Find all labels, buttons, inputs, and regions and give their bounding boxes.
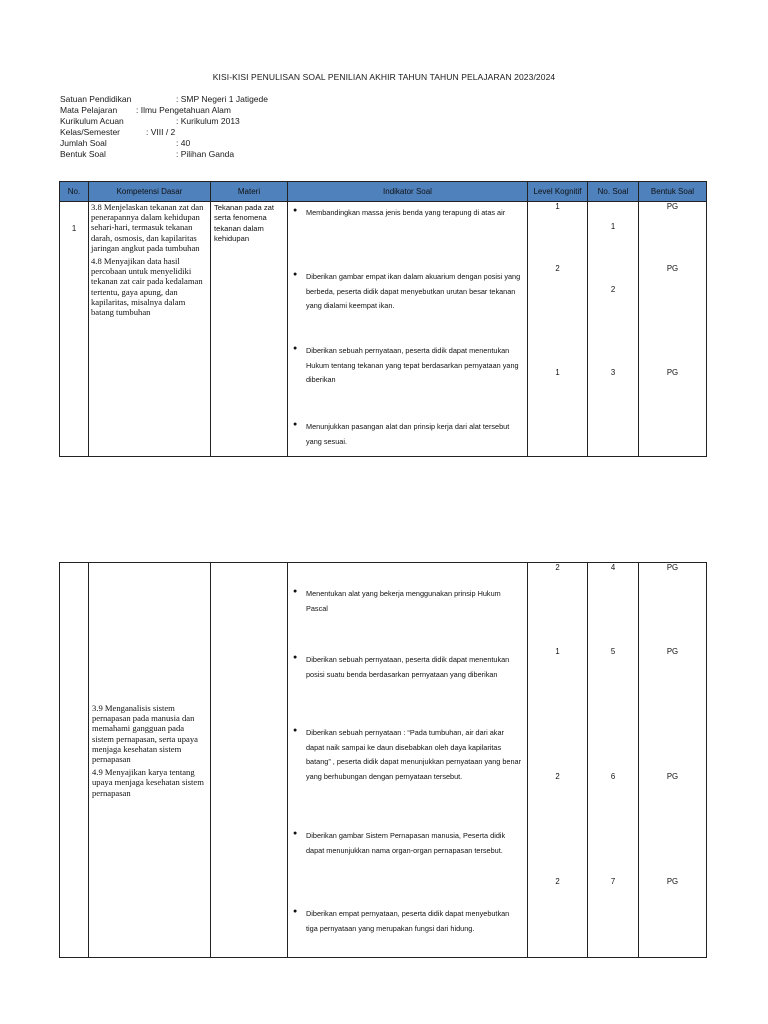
indikator-item: ● Membandingkan massa jenis benda yang terapung di atas air [293,207,506,217]
header-no: No. [60,182,89,202]
level-value: 1 [555,368,560,377]
kisi-table-page-1 [59,181,707,457]
bullet-icon: ● [293,727,298,734]
bentuk-value: PG [666,563,679,572]
indikator-item: ● Menunjukkan pasangan alat dan prinsip kerja dari alat tersebut yang sesuai. [293,421,510,446]
level-value: 2 [555,563,560,572]
header-materi: Materi [211,182,288,202]
row-number: 1 [71,224,77,233]
cell-bentuk-soal [639,202,707,457]
cell-no [60,202,89,457]
cell-level-kognitif [528,563,588,958]
cell-indikator [288,563,528,958]
kd-4-8: 4.8 Menyajikan data hasil percobaan untuk menyelidiki tekanan zat cair pada kedalaman tertentu, gaya apung, dan kapilaritas, misalnya dalam batang tumbuhan [91,256,203,318]
bullet-icon: ● [293,421,298,428]
cell-materi [211,563,288,958]
cell-kompetensi-dasar [89,202,211,457]
bullet-icon: ● [293,908,298,915]
meta-value: : Pilihan Ganda [176,149,235,159]
bentuk-value: PG [666,264,679,273]
soal-number: 5 [610,647,616,656]
soal-number: 1 [610,222,616,231]
kd-3-8: 3.8 Menjelaskan tekanan zat dan penerapannya dalam kehidupan sehari-hari, termasuk tekanan darah, osmosis, dan kapilaritas jaringan angkut pada tumbuhan [91,202,204,253]
level-value: 1 [555,202,560,211]
materi-text: Tekanan pada zat serta fenomena tekanan dalam kehidupan [214,203,274,244]
bullet-icon: ● [293,830,298,837]
bentuk-value: PG [666,647,679,656]
cell-materi [211,202,288,457]
bentuk-value: PG [666,368,679,377]
bullet-icon: ● [293,271,298,278]
meta-value: : Ilmu Pengetahuan Alam [136,105,231,115]
cell-no-soal [588,202,639,457]
meta-label: Bentuk Soal [60,149,106,159]
header-kompetensi-dasar: Kompetensi Dasar [89,182,211,202]
cell-no-soal [588,563,639,958]
meta-value: : VIII / 2 [146,127,176,137]
document-title: KISI-KISI PENULISAN SOAL PENILIAN AKHIR TAHUN TAHUN PELAJARAN 2023/2024 [212,72,556,82]
kisi-table-page-2 [59,562,707,958]
kd-4-9: 4.9 Menyajikan karya tentang upaya menjaga kesehatan sistem pernapasan [92,767,204,798]
soal-number: 7 [610,877,616,886]
indikator-item: ● Diberikan gambar empat ikan dalam akuarium dengan posisi yang berbeda, peserta didik dapat menyebutkan urutan besar tekanan yang dialami keempat ikan. [293,271,521,310]
meta-value: : Kurikulum 2013 [176,116,240,126]
soal-number: 2 [610,285,616,294]
cell-kompetensi-dasar [89,563,211,958]
table-row [60,563,707,958]
meta-label: Satuan Pendidikan [60,94,132,104]
bullet-icon: ● [293,588,298,595]
soal-number: 6 [610,772,616,781]
meta-label: Jumlah Soal [60,138,107,148]
cell-indikator [288,202,528,457]
soal-number: 4 [610,563,616,572]
bullet-icon: ● [293,345,298,352]
bentuk-value: PG [666,877,679,886]
bentuk-value: PG [666,202,679,211]
header-bentuk-soal: Bentuk Soal [639,182,707,202]
kd-3-9: 3.9 Menganalisis sistem pernapasan pada manusia dan memahami gangguan pada sistem pernapasan, serta upaya menjaga kesehatan sistem pernapasan [92,703,198,765]
meta-label: Kelas/Semester [60,127,120,137]
meta-value: : 40 [176,138,191,148]
cell-no [60,563,89,958]
level-value: 2 [555,772,560,781]
indikator-item: ● Diberikan empat pernyataan, peserta didik dapat menyebutkan tiga pernyataan yang merupakan fungsi dari hidung. [293,908,510,933]
cell-bentuk-soal [639,563,707,958]
indikator-item: ● Diberikan gambar Sistem Pernapasan manusia, Peserta didik dapat menunjukkan nama organ-organ pernapasan tersebut. [293,830,506,855]
cell-level-kognitif [528,202,588,457]
table-row [60,202,707,457]
soal-number: 3 [610,368,616,377]
meta-value: : SMP Negeri 1 Jatigede [176,94,268,104]
indikator-item: ● Menentukan alat yang bekerja menggunakan prinsip Hukum Pascal [293,588,501,613]
bentuk-value: PG [666,772,679,781]
indikator-item: ● Diberikan sebuah pernyataan : “Pada tumbuhan, air dari akar dapat naik sampai ke daun disebabkan oleh daya kapilaritas batang” , peserta didik dapat menunjukkan pernyataan yang benar yang berhubungan dengan pernyataan tersebut. [293,727,522,781]
header-level-kognitif: Level Kognitif [528,182,588,202]
bullet-icon: ● [293,207,298,214]
level-value: 1 [555,647,560,656]
table-header-row [60,182,707,202]
indikator-item: ● Diberikan sebuah pernyataan, peserta didik dapat menentukan Hukum tentang tekanan yang tepat berdasarkan pernyataan yang diberikan [293,345,519,384]
header-indikator-soal: Indikator Soal [288,182,528,202]
indikator-item: ● Diberikan sebuah pernyataan, peserta didik dapat menentukan posisi suatu benda berdasarkan pernyataan yang diberikan [293,654,510,679]
meta-label: Mata Pelajaran [60,105,118,115]
meta-label: Kurikulum Acuan [60,116,124,126]
level-value: 2 [555,877,560,886]
bullet-icon: ● [293,654,298,661]
level-value: 2 [555,264,560,273]
header-no-soal: No. Soal [588,182,639,202]
